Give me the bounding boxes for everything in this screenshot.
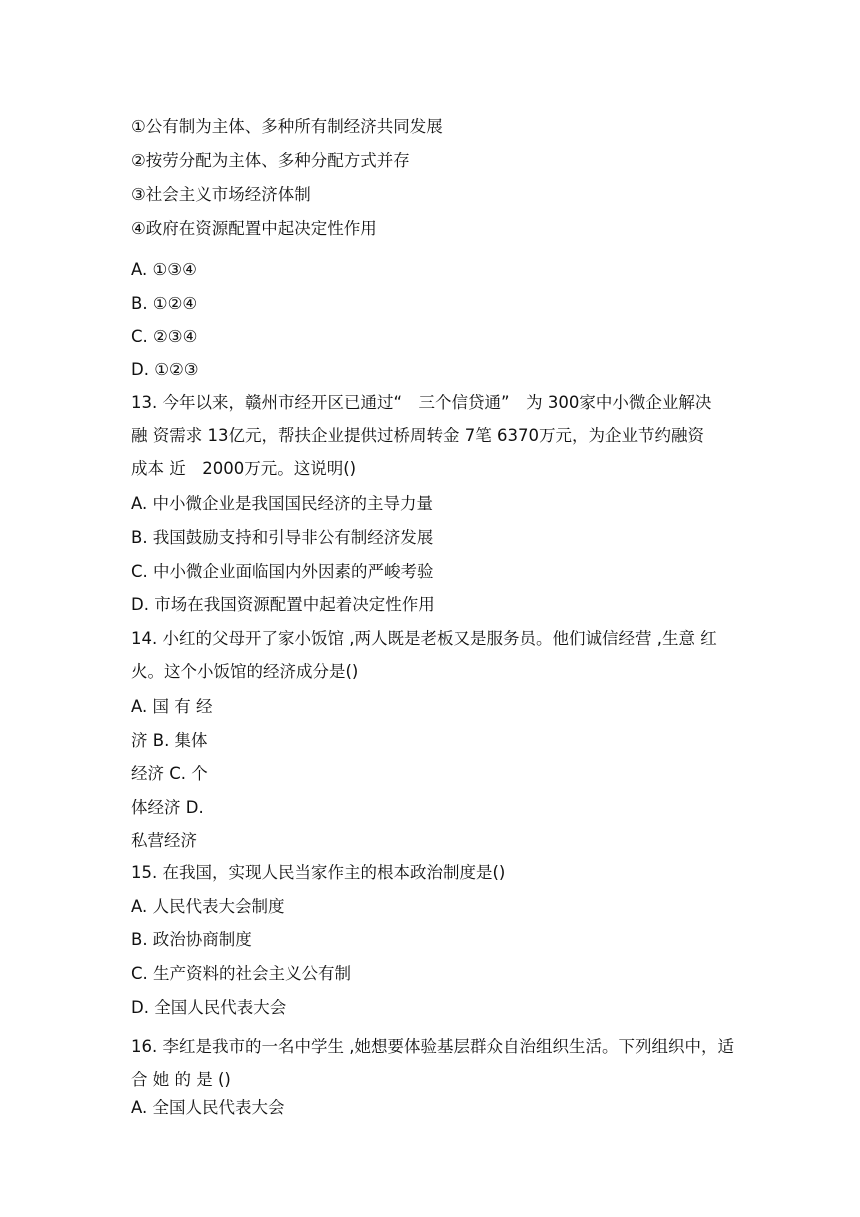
q15-question: 15. 在我国，实现人民当家作主的根本政治制度是() [131,863,506,882]
q12-option-c: C. ②③④ [131,327,198,346]
q13-option-c: C. 中小微企业面临国内外因素的严峻考验 [131,562,434,581]
statement-3: ③社会主义市场经济体制 [131,185,311,204]
q13-option-d: D. 市场在我国资源配置中起着决定性作用 [131,595,435,614]
statement-4: ④政府在资源配置中起决定性作用 [131,219,377,238]
q12-option-b: B. ①②④ [131,294,198,313]
statement-1: ①公有制为主体、多种所有制经济共同发展 [131,117,443,136]
q16-question-line-2: 合 她 的 是 () [131,1070,231,1089]
q13-option-b: B. 我国鼓励支持和引导非公有制经济发展 [131,528,434,547]
q15-option-a: A. 人民代表大会制度 [131,897,285,916]
q12-option-a: A. ①③④ [131,260,197,279]
q14-question-line-2: 火。这个小饭馆的经济成分是() [131,662,359,681]
q13-option-a: A. 中小微企业是我国国民经济的主导力量 [131,494,433,513]
q15-option-d: D. 全国人民代表大会 [131,998,287,1017]
q14-option-line-3: 经济 C. 个 [131,764,208,783]
q16-question-line-1: 16. 李红是我市的一名中学生 ,她想要体验基层群众自治组织生活。下列组织中，适 [131,1037,734,1056]
q15-option-c: C. 生产资料的社会主义公有制 [131,964,352,983]
q15-option-b: B. 政治协商制度 [131,930,252,949]
q14-option-line-1: A. 国 有 经 [131,697,213,716]
q14-question-line-1: 14. 小红的父母开了家小饭馆 ,两人既是老板又是服务员。他们诚信经营 ,生意 红 [131,629,717,648]
q16-option-a: A. 全国人民代表大会 [131,1098,285,1117]
q13-question-line-1: 13. 今年以来，赣州市经开区已通过“ 三个信贷通” 为 300家中小微企业解决 [131,393,712,412]
q13-question-line-2: 融 资需求 13亿元，帮扶企业提供过桥周转金 7笔 6370万元，为企业节约融资 [131,426,704,445]
q14-option-line-5: 私营经济 [131,831,197,850]
statement-2: ②按劳分配为主体、多种分配方式并存 [131,151,410,170]
q14-option-line-4: 体经济 D. [131,798,204,817]
q12-option-d: D. ①②③ [131,360,199,379]
q13-question-line-3: 成本 近 2000万元。这说明() [131,459,357,478]
q14-option-line-2: 济 B. 集体 [131,731,208,750]
